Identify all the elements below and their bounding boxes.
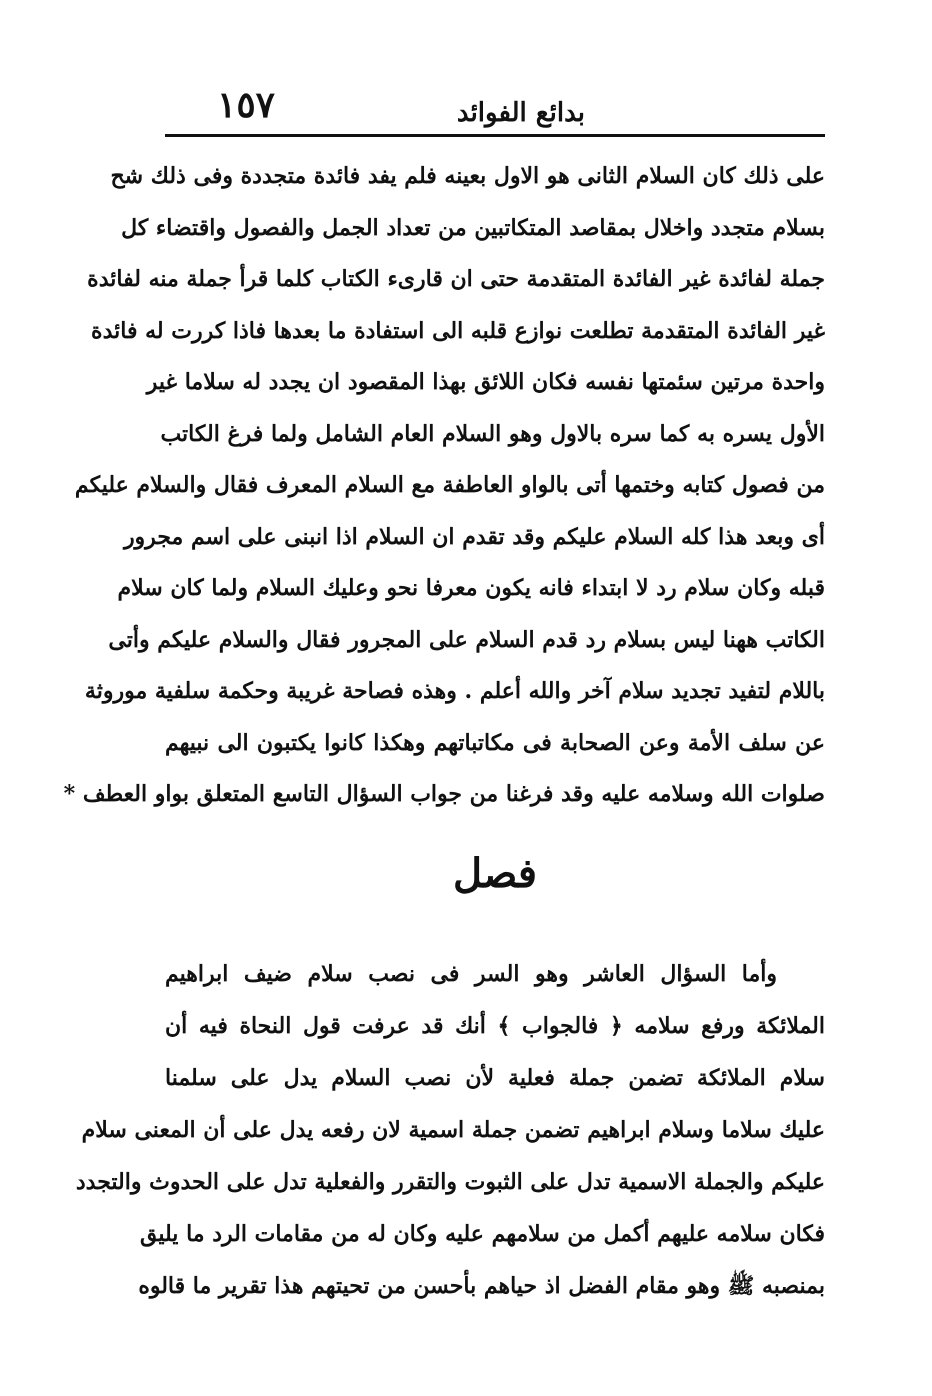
text-line: واحدة مرتين سئمتها نفسه فكان اللائق بهذا المقصود ان يجدد له سلاما غير [146, 369, 825, 395]
text-line: صلوات الله وسلامه عليه وقد فرغنا من جواب السؤال التاسع المتعلق بواو العطف * [63, 781, 825, 807]
text-line: بمنصبه ﷺ وهو مقام الفضل اذ حياهم بأحسن من تحيتهم هذا تقرير ما قالوه [138, 1273, 825, 1299]
text-line: غير الفائدة المتقدمة تطلعت نوازع قلبه الى استفادة ما بعدها فاذا كررت له فائدة [91, 317, 825, 344]
running-title: بدائع الفوائد [456, 98, 585, 128]
section-heading: فصل [452, 850, 538, 897]
paragraph-continuation [63, 151, 825, 821]
text-line: فكان سلامه عليهم أكمل من سلامهم عليه وكان له من مقامات الرد ما يليق [140, 1221, 825, 1247]
text-line: على ذلك كان السلام الثانى هو الاول بعينه فلم يفد فائدة متجددة وفى ذلك شح [110, 163, 825, 189]
text-line: قبله وكان سلام رد لا ابتداء فانه يكون معرفا نحو وعليك السلام ولما كان سلام [117, 575, 825, 601]
text-line: سلام الملائكة تضمن جملة فعلية لأن نصب السلام يدل على سلمنا [165, 1065, 825, 1091]
paragraph-section [75, 948, 825, 1312]
text-line: أى وبعد هذا كله السلام عليكم وقد تقدم ان السلام اذا انبنى على اسم مجرور [123, 523, 825, 550]
text-line: الكاتب ههنا ليس بسلام رد قدم السلام على المجرور فقال والسلام عليكم وأتى [108, 626, 825, 653]
page-number: ١٥٧ [217, 84, 276, 126]
text-line: من فصول كتابه وختمها أتى بالواو العاطفة مع السلام المعرف فقال والسلام عليكم [74, 472, 825, 498]
text-line: عليك سلاما وسلام ابراهيم تضمن جملة اسمية لان رفعه يدل على أن المعنى سلام [81, 1117, 825, 1143]
text-line: جملة لفائدة غير الفائدة المتقدمة حتى ان قارىء الكتاب كلما قرأ جملة منه لفائدة [87, 266, 825, 292]
header-rule [165, 134, 825, 137]
text-line: الملائكة ورفع سلامه ﴿ فالجواب ﴾ أنك قد عرفت قول النحاة فيه أن [165, 1013, 825, 1039]
page-header [165, 84, 825, 134]
text-line: عن سلف الأمة وعن الصحابة فى مكاتباتهم وهكذا كانوا يكتبون الى نبيهم [165, 729, 825, 756]
text-line: وأما السؤال العاشر وهو السر فى نصب سلام ضيف ابراهيم [165, 961, 778, 987]
text-line: الأول يسره به كما سره بالاول وهو السلام العام الشامل ولما فرغ الكاتب [160, 420, 825, 447]
text-line: باللام لتفيد تجديد سلام آخر والله أعلم . وهذه فصاحة غريبة وحكمة سلفية موروثة [84, 678, 825, 704]
text-line: عليكم والجملة الاسمية تدل على الثبوت والتقرر والفعلية تدل على الحدوث والتجدد [75, 1169, 825, 1195]
text-line: بسلام متجدد واخلال بمقاصد المتكاتبين من تعداد الجمل والفصول واقتضاء كل [121, 214, 825, 241]
